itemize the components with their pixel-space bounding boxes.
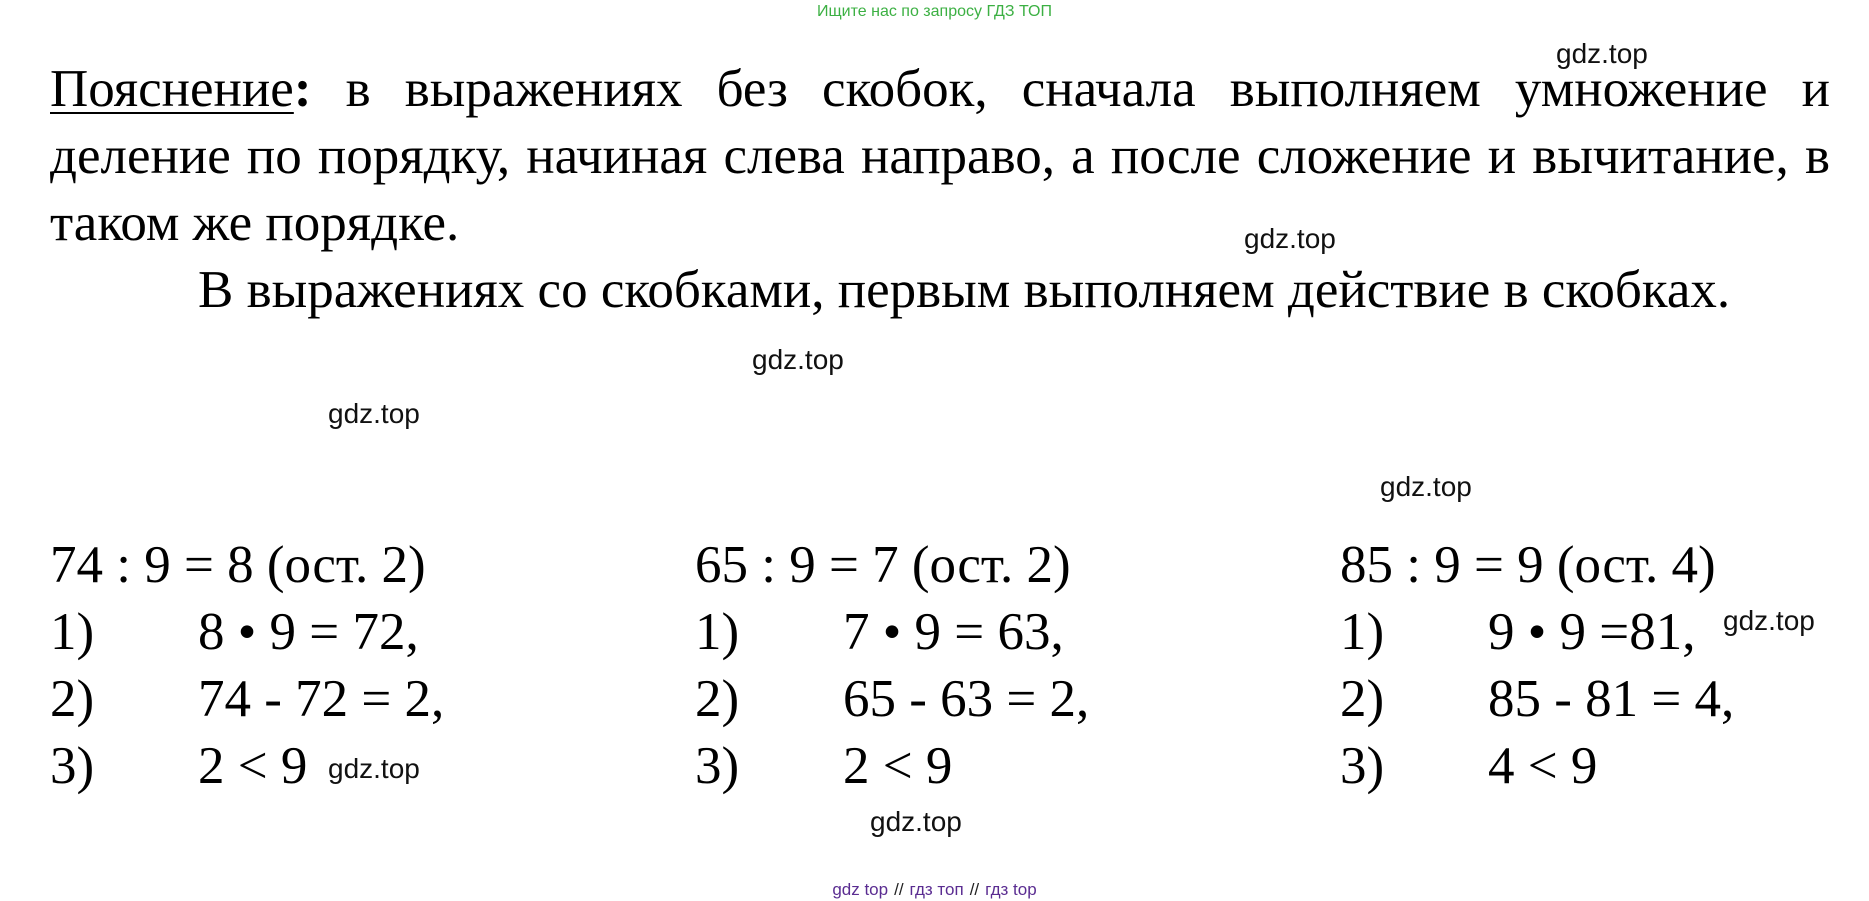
watermark: gdz.top <box>752 344 844 375</box>
step-row <box>1340 666 1735 733</box>
explanation-label: Пояснение <box>50 60 294 118</box>
division-header <box>695 532 1071 599</box>
step-expression: 4 < 9 <box>1488 737 1598 795</box>
footer-separator: // <box>969 880 980 899</box>
step-expression: 74 - 72 = 2, <box>198 670 445 728</box>
watermark: gdz.top <box>1723 605 1815 636</box>
division-expression: 85 : 9 = 9 (ост. 4) <box>1340 536 1716 594</box>
watermark: gdz.top <box>1380 471 1472 502</box>
step-row <box>695 666 1090 733</box>
step-number: 3) <box>695 737 740 795</box>
step-row <box>1340 733 1716 800</box>
step-number: 1) <box>50 603 95 661</box>
step-row <box>1340 599 1716 666</box>
solution-column-2 <box>695 532 1090 800</box>
solution-column-3 <box>1340 532 1735 800</box>
step-number: 2) <box>50 670 95 728</box>
step-expression: 2 < 9 <box>198 737 308 795</box>
step-number: 3) <box>1340 737 1385 795</box>
footer-link[interactable]: gdz top <box>832 880 889 899</box>
watermark: gdz.top <box>328 753 420 784</box>
footer-links <box>0 880 1869 900</box>
footer-link[interactable]: гдз top <box>985 880 1037 899</box>
division-header <box>1340 532 1716 599</box>
explanation-colon: : <box>293 60 312 118</box>
explanation-text-1: в выражениях без скобок, сначала выполняем умножение и деление по порядку, начиная слева направо, а после сложение и вычитание, в таком же порядке. <box>50 60 1830 252</box>
step-row <box>695 599 1071 666</box>
step-expression: 8 • 9 = 72, <box>198 603 419 661</box>
explanation-paragraph-1 <box>50 56 1830 257</box>
step-number: 1) <box>1340 603 1385 661</box>
step-expression: 85 - 81 = 4, <box>1488 670 1735 728</box>
division-expression: 65 : 9 = 7 (ост. 2) <box>695 536 1071 594</box>
footer-link[interactable]: гдз топ <box>909 880 964 899</box>
watermark: gdz.top <box>870 806 962 837</box>
division-header <box>50 532 426 599</box>
explanation-paragraph-2: В выражениях со скобками, первым выполняем действие в скобках. <box>198 261 1731 319</box>
step-expression: 7 • 9 = 63, <box>843 603 1064 661</box>
step-number: 2) <box>695 670 740 728</box>
top-banner: Ищите нас по запросу ГДЗ ТОП <box>817 3 1052 20</box>
step-expression: 9 • 9 =81, <box>1488 603 1696 661</box>
division-expression: 74 : 9 = 8 (ост. 2) <box>50 536 426 594</box>
watermark: gdz.top <box>1556 38 1648 69</box>
watermark: gdz.top <box>328 398 420 429</box>
step-row <box>50 599 426 666</box>
step-expression: 65 - 63 = 2, <box>843 670 1090 728</box>
step-row <box>695 733 1071 800</box>
watermark: gdz.top <box>1244 223 1336 254</box>
step-expression: 2 < 9 <box>843 737 953 795</box>
explanation-block <box>50 56 1830 324</box>
step-number: 3) <box>50 737 95 795</box>
step-number: 2) <box>1340 670 1385 728</box>
footer-separator: // <box>894 880 904 899</box>
step-number: 1) <box>695 603 740 661</box>
step-row <box>50 666 445 733</box>
